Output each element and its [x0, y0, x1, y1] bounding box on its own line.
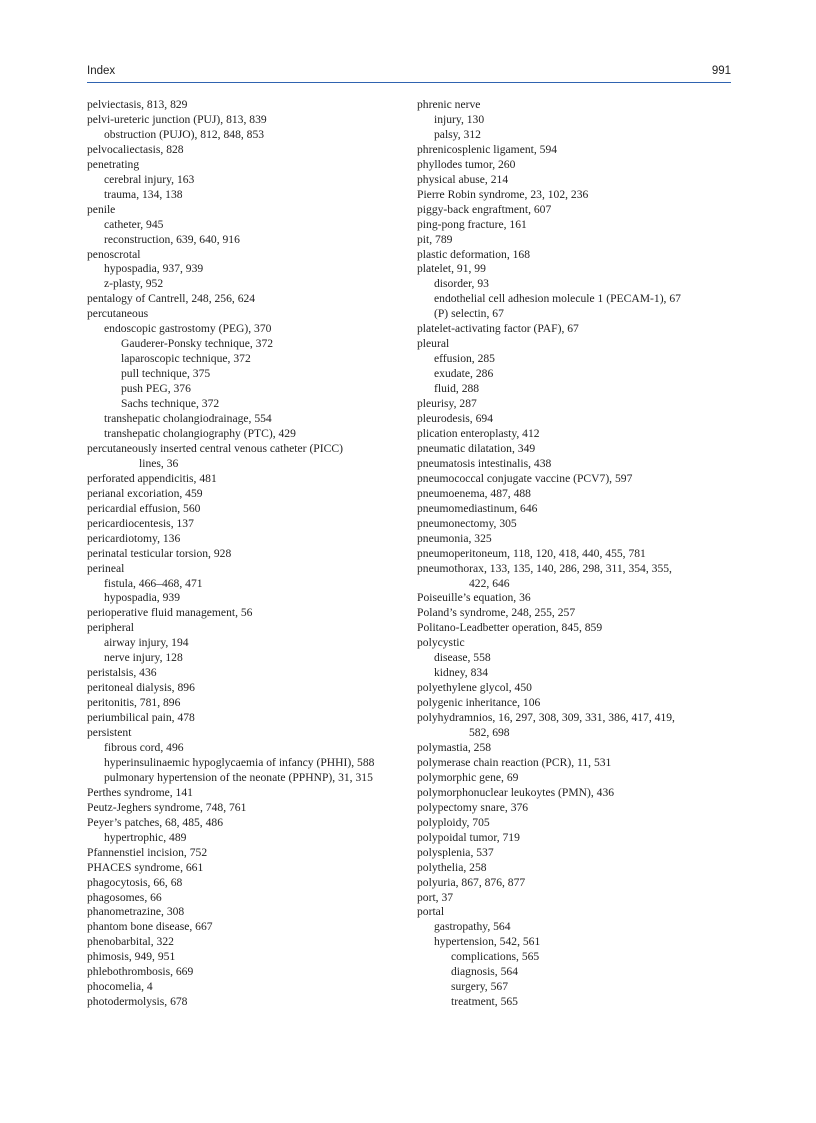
index-entry: platelet-activating factor (PAF), 67	[417, 322, 579, 336]
index-entry: polymerase chain reaction (PCR), 11, 531	[417, 755, 612, 769]
index-entry: percutaneous	[87, 307, 149, 321]
index-entry: polymastia, 258	[417, 740, 492, 754]
page-number: 991	[711, 65, 731, 77]
index-entry: polyhydramnios, 16, 297, 308, 309, 331, 386, 417, 419,	[417, 711, 675, 725]
index-entry: endoscopic gastrostomy (PEG), 370	[104, 322, 272, 336]
index-entry: PHACES syndrome, 661	[87, 860, 204, 874]
index-entry-continuation: 422, 646	[469, 576, 510, 590]
index-entry: pelvocaliectasis, 828	[87, 142, 184, 156]
index-entry: pull technique, 375	[121, 367, 211, 381]
index-entry: perineal	[87, 561, 125, 575]
index-entry: polyploidy, 705	[417, 815, 490, 829]
index-entry: obstruction (PUJO), 812, 848, 853	[104, 127, 265, 141]
index-entry: pneumonia, 325	[417, 531, 492, 545]
index-entry: phenobarbital, 322	[87, 935, 174, 949]
index-entry: kidney, 834	[434, 666, 488, 680]
index-entry: pneumatosis intestinalis, 438	[417, 456, 552, 470]
index-entry: palsy, 312	[434, 127, 481, 141]
index-entry: hypospadia, 939	[104, 591, 180, 605]
index-entry: (P) selectin, 67	[434, 307, 504, 321]
index-entry: perforated appendicitis, 481	[87, 471, 217, 485]
index-entry: pentalogy of Cantrell, 248, 256, 624	[87, 292, 256, 306]
index-entry: diagnosis, 564	[451, 965, 518, 979]
index-entry-continuation: 582, 698	[469, 726, 510, 740]
index-entry: physical abuse, 214	[417, 172, 509, 186]
index-entry: pit, 789	[417, 232, 453, 246]
index-entry: photodermolysis, 678	[87, 995, 188, 1009]
index-entry: treatment, 565	[451, 995, 518, 1009]
index-entry: pericardial effusion, 560	[87, 501, 201, 515]
index-entry: polyuria, 867, 876, 877	[417, 875, 526, 889]
index-entry: ping-pong fracture, 161	[417, 217, 527, 231]
index-entry-continuation: lines, 36	[139, 456, 179, 470]
index-entry: pelvi-ureteric junction (PUJ), 813, 839	[87, 112, 267, 126]
index-entry: injury, 130	[434, 112, 485, 126]
index-column-left	[87, 98, 397, 1010]
index-entry: nerve injury, 128	[104, 651, 183, 665]
index-entry: Poiseuille’s equation, 36	[417, 591, 531, 605]
index-entry: cerebral injury, 163	[104, 172, 195, 186]
index-entry: laparoscopic technique, 372	[121, 352, 251, 366]
index-entry: Sachs technique, 372	[121, 397, 220, 411]
index-entry: phimosis, 949, 951	[87, 950, 176, 964]
index-entry: polypoidal tumor, 719	[417, 830, 520, 844]
index-entry: gastropathy, 564	[434, 920, 511, 934]
index-entry: persistent	[87, 726, 132, 740]
index-entry: endothelial cell adhesion molecule 1 (PECAM-1), 67	[434, 292, 681, 306]
index-entry: piggy-back engraftment, 607	[417, 202, 552, 216]
index-entry: pneumoenema, 487, 488	[417, 486, 531, 500]
index-entry: pneumococcal conjugate vaccine (PCV7), 597	[417, 471, 633, 485]
index-entry: phrenicosplenic ligament, 594	[417, 142, 558, 156]
index-entry: Perthes syndrome, 141	[87, 785, 193, 799]
index-entry: percutaneously inserted central venous catheter (PICC)	[87, 441, 343, 455]
index-entry: Pierre Robin syndrome, 23, 102, 236	[417, 187, 589, 201]
index-entry: hypertension, 542, 561	[434, 935, 541, 949]
index-entry: surgery, 567	[451, 980, 508, 994]
index-entry: pneumonectomy, 305	[417, 516, 517, 530]
index-entry: fistula, 466–468, 471	[104, 576, 203, 590]
index-entry: fluid, 288	[434, 382, 480, 396]
index-entry: hypospadia, 937, 939	[104, 262, 204, 276]
index-entry: perinatal testicular torsion, 928	[87, 546, 232, 560]
index-entry: phlebothrombosis, 669	[87, 965, 194, 979]
index-column-right	[417, 98, 729, 1010]
index-entry: peritonitis, 781, 896	[87, 696, 181, 710]
index-entry: polypectomy snare, 376	[417, 800, 529, 814]
index-entry: phagocytosis, 66, 68	[87, 875, 183, 889]
index-entry: pleural	[417, 337, 450, 351]
index-entry: transhepatic cholangiography (PTC), 429	[104, 426, 296, 440]
index-entry: peristalsis, 436	[87, 666, 157, 680]
index-entry: Politano-Leadbetter operation, 845, 859	[417, 621, 603, 635]
index-entry: Peyer’s patches, 68, 485, 486	[87, 815, 223, 829]
index-entry: effusion, 285	[434, 352, 495, 366]
running-header	[87, 65, 731, 83]
index-entry: pneumomediastinum, 646	[417, 501, 538, 515]
index-entry: penetrating	[87, 157, 140, 171]
index-entry: phocomelia, 4	[87, 980, 153, 994]
index-entry: airway injury, 194	[104, 636, 189, 650]
index-entry: pleurisy, 287	[417, 397, 477, 411]
index-entry: polymorphonuclear leukoytes (PMN), 436	[417, 785, 615, 799]
index-entry: catheter, 945	[104, 217, 164, 231]
index-entry: Peutz-Jeghers syndrome, 748, 761	[87, 800, 247, 814]
index-entry: push PEG, 376	[121, 382, 191, 396]
index-entry: phrenic nerve	[417, 98, 481, 111]
index-entry: portal	[417, 905, 445, 919]
index-entry: reconstruction, 639, 640, 916	[104, 232, 240, 246]
index-entry: peritoneal dialysis, 896	[87, 681, 195, 695]
index-entry: complications, 565	[451, 950, 540, 964]
index-entry: pelviectasis, 813, 829	[87, 98, 188, 111]
index-entry: trauma, 134, 138	[104, 187, 183, 201]
index-entry: plication enteroplasty, 412	[417, 426, 540, 440]
index-entry: phyllodes tumor, 260	[417, 157, 516, 171]
index-entry: z-plasty, 952	[104, 277, 164, 291]
index-entry: Pfannenstiel incision, 752	[87, 845, 208, 859]
index-entry: Poland’s syndrome, 248, 255, 257	[417, 606, 576, 620]
index-entry: plastic deformation, 168	[417, 247, 531, 261]
index-entry: polyethylene glycol, 450	[417, 681, 532, 695]
index-entry: exudate, 286	[434, 367, 494, 381]
index-entry: pulmonary hypertension of the neonate (PPHNP), 31, 315	[104, 770, 373, 784]
index-entry: polycystic	[417, 636, 465, 650]
index-entry: pericardiocentesis, 137	[87, 516, 194, 530]
index-entry: polythelia, 258	[417, 860, 487, 874]
index-entry: phantom bone disease, 667	[87, 920, 213, 934]
index-entry: Gauderer-Ponsky technique, 372	[121, 337, 274, 351]
index-entry: port, 37	[417, 890, 454, 904]
index-entry: pleurodesis, 694	[417, 412, 493, 426]
index-entry: phagosomes, 66	[87, 890, 162, 904]
header-title: Index	[87, 65, 116, 77]
index-entry: pericardiotomy, 136	[87, 531, 181, 545]
index-entry: disorder, 93	[434, 277, 489, 291]
index-entry: phanometrazine, 308	[87, 905, 185, 919]
index-entry: transhepatic cholangiodrainage, 554	[104, 412, 272, 426]
index-entry: peripheral	[87, 621, 134, 635]
index-entry: penoscrotal	[87, 247, 141, 261]
index-entry: polymorphic gene, 69	[417, 770, 519, 784]
index-entry: penile	[87, 202, 116, 216]
index-entry: perianal excoriation, 459	[87, 486, 203, 500]
index-entry: periumbilical pain, 478	[87, 711, 195, 725]
index-entry: pneumatic dilatation, 349	[417, 441, 536, 455]
index-entry: pneumothorax, 133, 135, 140, 286, 298, 311, 354, 355,	[417, 561, 672, 575]
index-entry: pneumoperitoneum, 118, 120, 418, 440, 455, 781	[417, 546, 646, 560]
index-entry: platelet, 91, 99	[417, 262, 486, 276]
header-rule	[87, 82, 731, 83]
index-entry: polygenic inheritance, 106	[417, 696, 541, 710]
index-entry: hyperinsulinaemic hypoglycaemia of infancy (PHHI), 588	[104, 755, 375, 769]
index-entry: fibrous cord, 496	[104, 740, 184, 754]
index-entry: perioperative fluid management, 56	[87, 606, 253, 620]
index-entry: polysplenia, 537	[417, 845, 494, 859]
index-entry: hypertrophic, 489	[104, 830, 187, 844]
index-entry: disease, 558	[434, 651, 491, 665]
